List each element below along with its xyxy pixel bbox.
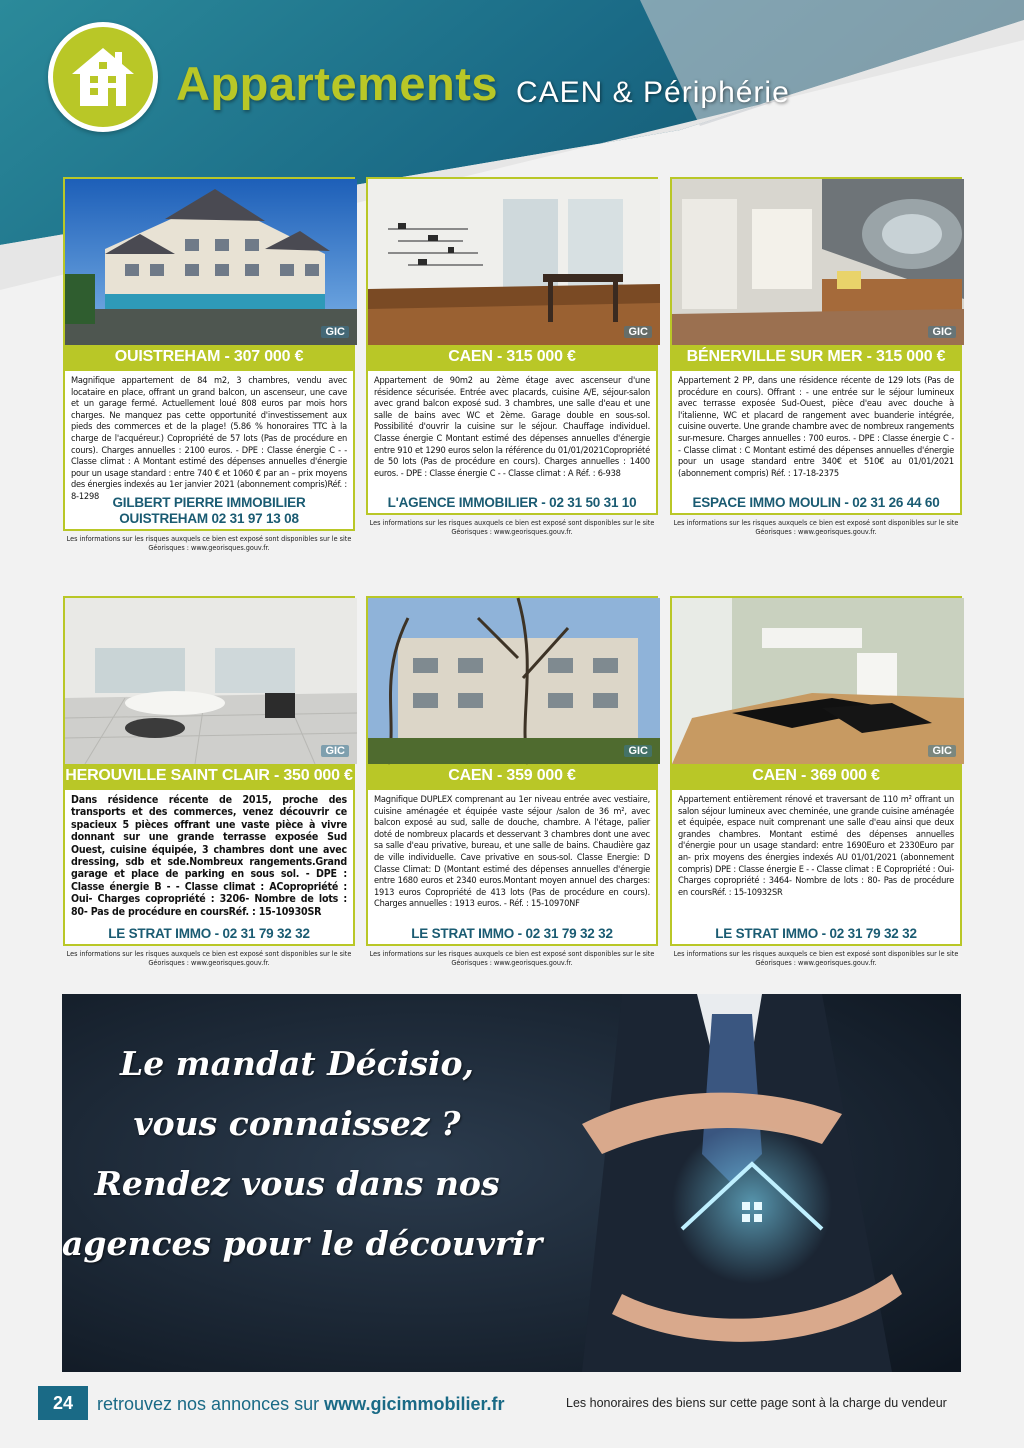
house-logo — [48, 22, 158, 132]
listing-agency[interactable]: LE STRAT IMMO - 02 31 79 32 32 — [63, 912, 355, 946]
listing-price-title: BÉNERVILLE SUR MER - 315 000 € — [670, 343, 962, 371]
listing-agency[interactable]: LE STRAT IMMO - 02 31 79 32 32 — [366, 912, 658, 946]
gic-badge: GIC — [928, 326, 956, 338]
listing-card[interactable] — [366, 177, 658, 536]
page-number: 24 — [38, 1386, 88, 1420]
banner-line: Rendez vous dans nos — [94, 1164, 500, 1203]
listing-description: Appartement entièrement rénové et traversant de 110 m² offrant un salon séjour lumineux avec cheminée, une grande cuisine aménagée et équipée, espace nuit comprenant une salle d'eau ainsi que deux grandes chambres. Montant estimé des dépenses annuelles d'énergie pour un usage standard: entre 1690Euro et 2330Euro par an- prix moyens des énergies indexés AU 01/01/2021 (abonnement compris) DPE : Classe énergie E - - Classe climat : E Copropriété : Oui- Charges copropriété : 3464- Nombre de lots : 80- Pas de procédure en coursRéf. : 15-10932SR — [670, 790, 962, 912]
gic-badge: GIC — [624, 745, 652, 757]
listing-card[interactable] — [670, 177, 962, 536]
listing-price-title: CAEN - 359 000 € — [366, 762, 658, 790]
banner-slogan — [62, 1034, 543, 1274]
decisio-banner[interactable] — [62, 994, 961, 1372]
listing-description: Magnifique appartement de 84 m2, 3 chambres, vendu avec locataire en place, offrant un grand balcon, un ascenseur, une cave et un garage fermé. Actuellement loué 808 euros par mois hors charges. Ne manquez pas cette opportunité d'investissement aux pieds des commerces et de la plage! (5.86 % honoraires TTC à la charge de l'acquéreur.) Copropriété de 57 lots (Pas de procédure en cours). Charges annuelles : 2100 euros. - DPE : Classe énergie C - - Classe climat : A Montant estimé des dépenses annuelles d'énergie pour un usage standard : entre 740 € et 1060 € par an – prix moyens des énergies indexés au 1er janvier 2021 (abonnement compris)Réf. : 8-1298 — [63, 371, 355, 493]
risk-notice: Les informations sur les risques auxquels ce bien est exposé sont disponibles sur le site Géorisques : www.georisques.gouv.fr. — [673, 518, 959, 536]
page-subtitle: CAEN & Périphérie — [516, 76, 790, 109]
gic-badge: GIC — [928, 745, 956, 757]
footer-text: retrouvez nos annonces sur — [97, 1394, 320, 1414]
listing-photo[interactable] — [366, 177, 658, 343]
gic-badge: GIC — [624, 326, 652, 338]
banner-line: agences pour le découvrir — [62, 1224, 543, 1263]
risk-notice: Les informations sur les risques auxquels ce bien est exposé sont disponibles sur le site Géorisques : www.georisques.gouv.fr. — [369, 949, 655, 967]
listing-photo[interactable] — [63, 177, 355, 343]
listing-price-title: CAEN - 369 000 € — [670, 762, 962, 790]
footer-website-line — [97, 1394, 505, 1415]
website-link[interactable]: www.gicimmobilier.fr — [324, 1394, 505, 1414]
listing-price-title: OUISTREHAM - 307 000 € — [63, 343, 355, 371]
gic-badge: GIC — [321, 326, 349, 338]
banner-line: vous connaissez ? — [133, 1104, 461, 1143]
banner-line: Le mandat Décisio, — [119, 1044, 475, 1083]
listing-description: Appartement de 90m2 au 2ème étage avec ascenseur d'une résidence sécurisée. Entrée avec placards, cuisine A/E, séjour-salon avec grand balcon exposé sud. 3 chambres, une salle d'eau et une salle de bains avec WC et 2ème. Garage double en sous-sol. Possibilité d'ouvrir la cuisine sur le séjour. Chauffage individuel. Classe énergie C Montant estimé des dépenses annuelles d'énergie entre 910 et 1290 euros selon la référence du 01/01/2021Copropriété de 50 lots (Pas de procédure en cours). Charges annuelles : 1400 euros. - DPE : Classe énergie C - - Classe climat : A Réf. : 6-938 — [366, 371, 658, 493]
listing-photo[interactable] — [670, 596, 962, 762]
listing-card[interactable] — [366, 596, 658, 967]
listing-card[interactable] — [670, 596, 962, 967]
listing-description: Magnifique DUPLEX comprenant au 1er niveau entrée avec vestiaire, cuisine aménagée et équipée vaste séjour /salon de 36 m², avec balcon exposé au sud, salle de douche, chambre. A l'étage, palier doté de nombreux placards et desservant 3 chambres dont une avec sa salle d'eau privative, bureau, et une salle de bains. Chaudière gaz de ville individuelle. Cave privative en sous-sol. Classe Energie: D Classe Climat: D (Montant estimé des dépenses annuelles d'énergie entre 1680 euros et 2340 euros.Montant moyen annuel des charges: 1913 euros Copropriété de 413 lots (Pas de procédure en cours). Charges annuelles : 1913 euros. - Réf. : 15-10970NF — [366, 790, 658, 912]
risk-notice: Les informations sur les risques auxquels ce bien est exposé sont disponibles sur le site Géorisques : www.georisques.gouv.fr. — [369, 518, 655, 536]
risk-notice: Les informations sur les risques auxquels ce bien est exposé sont disponibles sur le site Géorisques : www.georisques.gouv.fr. — [673, 949, 959, 967]
listing-agency[interactable]: GILBERT PIERRE IMMOBILIER OUISTREHAM 02 31 97 13 08 — [63, 493, 355, 531]
page-title: Appartements — [176, 57, 499, 110]
listing-card[interactable] — [63, 596, 355, 967]
listing-photo[interactable] — [366, 596, 658, 762]
listing-photo[interactable] — [670, 177, 962, 343]
listing-agency[interactable]: L'AGENCE IMMOBILIER - 02 31 50 31 10 — [366, 493, 658, 515]
risk-notice: Les informations sur les risques auxquels ce bien est exposé sont disponibles sur le site Géorisques : www.georisques.gouv.fr. — [66, 534, 352, 552]
risk-notice: Les informations sur les risques auxquels ce bien est exposé sont disponibles sur le site Géorisques : www.georisques.gouv.fr. — [66, 949, 352, 967]
fees-note: Les honoraires des biens sur cette page sont à la charge du vendeur — [566, 1396, 947, 1410]
listing-agency[interactable]: ESPACE IMMO MOULIN - 02 31 26 44 60 — [670, 493, 962, 515]
listing-price-title: CAEN - 315 000 € — [366, 343, 658, 371]
house-icon — [68, 42, 138, 112]
listing-card[interactable] — [63, 177, 355, 552]
listing-agency[interactable]: LE STRAT IMMO - 02 31 79 32 32 — [670, 912, 962, 946]
listing-description: Dans résidence récente de 2015, proche des transports et des commerces, venez découvrir ce spacieux 5 pièces offrant une vaste pièce à vivre donnant sur une grande terrasse exposée Sud Ouest, cuisine équipée, 3 chambres dont une avec dressing, sdb et sde.Nombreux rangements.Grand garage et place de parking en sous sol. - DPE : Classe énergie B - - Classe climat : ACopropriété : Oui- Charges copropriété : 3206- Nombre de lots : 80- Pas de procédure en coursRéf. : 15-10930SR — [63, 790, 355, 912]
listing-price-title: HEROUVILLE SAINT CLAIR - 350 000 € — [63, 762, 355, 790]
listing-description: Appartement 2 PP, dans une résidence récente de 129 lots (Pas de procédure en cours). Offrant : - une entrée sur le séjour lumineux avec terrasse exposée Sud-Ouest, pièce d'eau avec douche à l'italienne, WC et placard de rangement avec buanderie intégrée, cuisine ouverte. Une grande chambre avec de nombreux rangements sur-mesure. Charges annuelles : 700 euros. - DPE : Classe énergie C - - Classe climat : C Montant estimé des dépenses annuelles d'énergie pour un usage standard entre 340€ et 510€ au 01/01/2021 (abonnement compris) Réf. : 17-18-2375 — [670, 371, 962, 493]
listing-photo[interactable] — [63, 596, 355, 762]
gic-badge: GIC — [321, 745, 349, 757]
